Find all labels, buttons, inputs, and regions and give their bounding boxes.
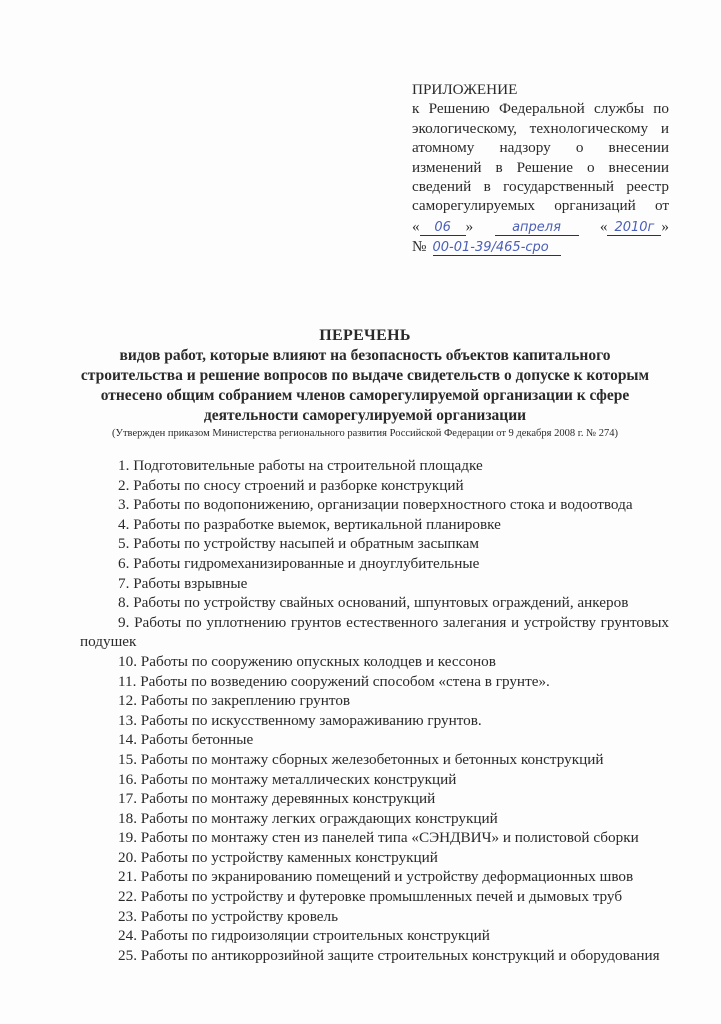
list-item: 19. Работы по монтажу стен из панелей типа «СЭНДВИЧ» и полистовой сборки (118, 829, 639, 847)
number-label: № (412, 238, 427, 256)
appendix-block (412, 80, 669, 257)
list-item: 17. Работы по монтажу деревянных конструкций (118, 790, 436, 808)
list-item: 10. Работы по сооружению опускных колодцев и кессонов (118, 652, 496, 670)
list-item: 20. Работы по устройству каменных конструкций (118, 848, 438, 866)
list-item: 12. Работы по закреплению грунтов (118, 692, 351, 710)
list-item: 13. Работы по искусственному замораживанию грунтов. (118, 711, 482, 729)
subtitle-line: деятельности саморегулируемой организации (203, 407, 527, 424)
close-quote: » (661, 217, 669, 235)
list-item: 18. Работы по монтажу легких ограждающих конструкций (118, 809, 498, 827)
list-item: 4. Работы по разработке выемок, вертикальной планировке (118, 515, 501, 533)
subtitle-line: отнесено общим собранием членов саморегулируемой организации к сфере (100, 387, 630, 404)
list-item: 16. Работы по монтажу металлических конструкций (118, 770, 457, 788)
date-month: апреля (495, 220, 579, 236)
subtitle-line: строительства и решение вопросов по выдаче свидетельств о допуске к которым (80, 367, 650, 384)
list-item: 5. Работы по устройству насыпей и обратным засыпкам (118, 535, 480, 553)
list-item: 1. Подготовительные работы на строительной площадке (118, 457, 483, 474)
list-item: 21. Работы по экранированию помещений и устройству деформационных швов (118, 868, 634, 886)
appendix-line: сведений в государственный реестр (412, 178, 669, 196)
date-year-group (600, 217, 669, 236)
appendix-heading: ПРИЛОЖЕНИЕ (412, 81, 518, 98)
open-quote: « (599, 217, 608, 235)
list-item: 25. Работы по антикоррозийной защите строительных конструкций и оборудования (118, 946, 660, 964)
list-item: 9. Работы по уплотнению грунтов естественного залегания и устройству грунтовых подушек (80, 613, 669, 651)
subtitle-line: видов работ, которые влияют на безопасность объектов капитального (119, 347, 611, 364)
list-item: 23. Работы по устройству кровель (118, 907, 339, 925)
list-item: 8. Работы по устройству свайных оснований, шпунтовых ограждений, анкеров (118, 594, 629, 612)
date-day-group (412, 217, 473, 236)
appendix-line: экологическому, технологическому и (412, 119, 669, 137)
document-title: ПЕРЕЧЕНЬ (319, 327, 411, 344)
list-item: 7. Работы взрывные (118, 574, 248, 592)
appendix-line: к Решению Федеральной службы по (412, 100, 669, 118)
date-year: 2010г (607, 220, 661, 236)
list-item: 6. Работы гидромеханизированные и дноуглубительные (118, 554, 480, 572)
list-item: 2. Работы по сносу строений и разборке конструкций (118, 476, 464, 494)
list-item: 3. Работы по водопонижению, организации поверхностного стока и водоотвода (118, 496, 633, 514)
list-item: 22. Работы по устройству и футеровке промышленных печей и дымовых труб (118, 888, 623, 906)
appendix-number (412, 237, 669, 256)
decision-number: 00-01-39/465-сро (433, 240, 561, 256)
approval-note: (Утвержден приказом Министерства регионального развития Российской Федерации от 9 декабря 2008 г. № 274) (112, 428, 618, 439)
list-item: 24. Работы по гидроизоляции строительных конструкций (118, 927, 490, 945)
list-item: 11. Работы по возведению сооружений способом «стена в грунте». (118, 672, 550, 690)
appendix-line: изменений в Решение о внесении (412, 158, 669, 176)
appendix-line: саморегулируемых организаций от (412, 197, 669, 215)
appendix-date (412, 217, 669, 236)
works-list (80, 456, 669, 965)
list-item: 15. Работы по монтажу сборных железобетонных и бетонных конструкций (118, 750, 604, 768)
date-day: 06 (420, 220, 466, 236)
list-item: 14. Работы бетонные (118, 731, 254, 749)
close-quote: » (465, 217, 474, 235)
document-title-block (60, 326, 670, 441)
appendix-line: атомному надзору о внесении (412, 139, 669, 157)
open-quote: « (412, 217, 420, 235)
